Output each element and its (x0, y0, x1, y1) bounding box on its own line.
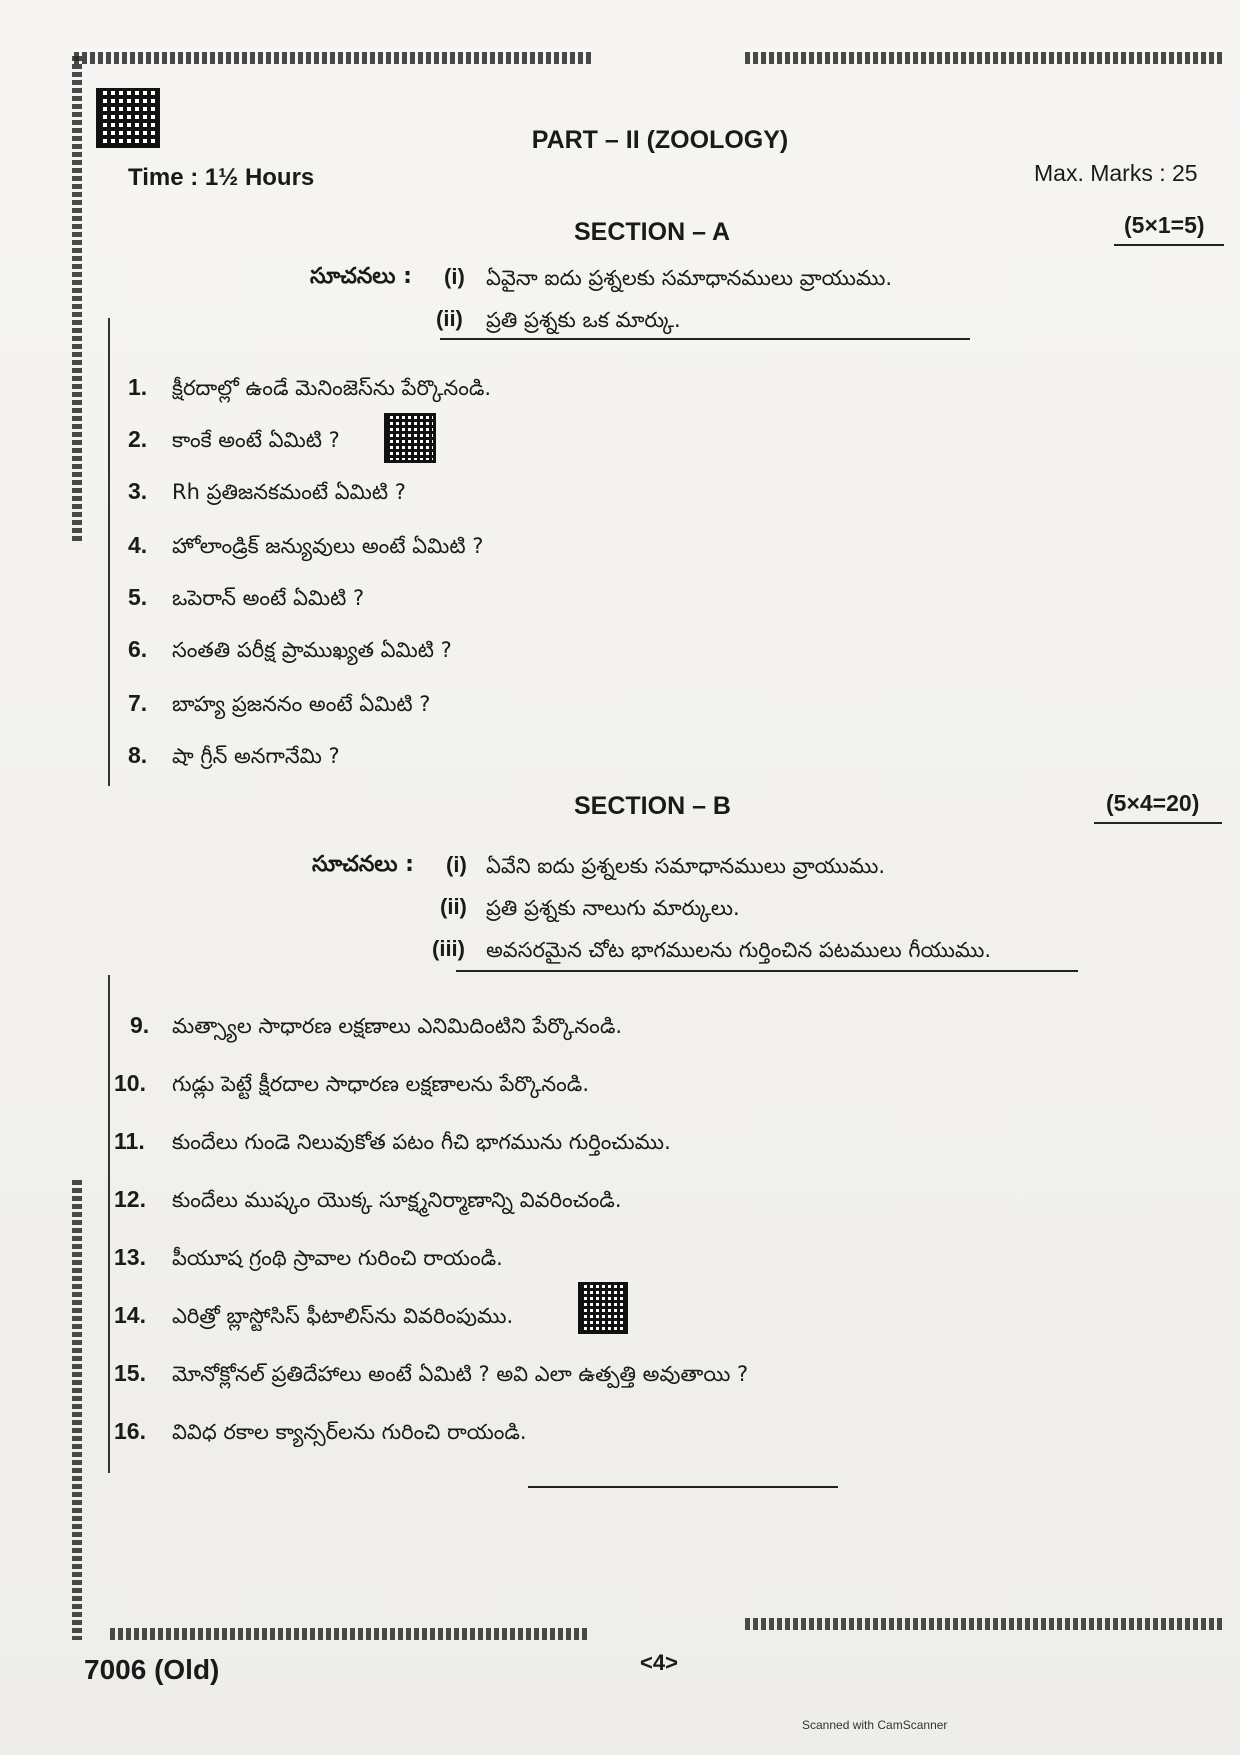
end-of-paper-rule (528, 1486, 838, 1488)
question-number: 10. (114, 1070, 146, 1096)
top-border-right (745, 52, 1223, 64)
question-number: 12. (114, 1186, 146, 1212)
question-text: బాహ్య ప్రజననం అంటే ఏమిటి ? (172, 692, 431, 716)
section-b-marks-underline (1094, 822, 1222, 824)
section-b-instruction-text: ఏవేని ఐదు ప్రశ్నలకు సమాధానములు వ్రాయుము. (486, 854, 886, 878)
bottom-border-left (110, 1628, 590, 1640)
question-number: 16. (114, 1418, 146, 1444)
section-a-marks: (5×1=5) (1124, 212, 1205, 238)
question-text: వివిధ రకాల క్యాన్సర్‌లను గురించి రాయండి. (172, 1420, 527, 1444)
page-number: <4> (640, 1650, 678, 1675)
section-b-marks: (5×4=20) (1106, 790, 1200, 816)
section-b-instruction-num: (iii) (432, 936, 465, 961)
question-number: 2. (128, 426, 148, 452)
section-a-title: SECTION – A (574, 218, 731, 246)
question-text: గుడ్లు పెట్టే క్షీరదాల సాధారణ లక్షణాలను పేర్కొనండి. (172, 1072, 590, 1096)
question-number: 7. (128, 690, 148, 716)
question-text: కుందేలు గుండె నిలువుకోత పటం గీచి భాగమును గుర్తించుము. (172, 1130, 671, 1154)
paper-code: 7006 (Old) (84, 1654, 220, 1685)
question-text: హోలాండ్రిక్ జన్యువులు అంటే ఏమిటి ? (172, 534, 484, 558)
question-number: 9. (130, 1012, 150, 1038)
section-a-instruction-text: ప్రతి ప్రశ్నకు ఒక మార్కు. (486, 308, 681, 332)
question-text: Rh ప్రతిజనకమంటే ఏమిటి ? (172, 480, 406, 504)
section-a-instructions-label: సూచనలు : (310, 264, 412, 289)
question-number: 11. (114, 1128, 145, 1154)
section-a-instructions-rule (440, 338, 970, 340)
top-border-left (74, 52, 594, 64)
question-number: 15. (114, 1360, 146, 1386)
question-number: 8. (128, 742, 148, 768)
max-marks: Max. Marks : 25 (1034, 160, 1198, 186)
left-border-lower (72, 1180, 82, 1640)
question-text: క్షీరదాల్లో ఉండే మెనింజెస్‌ను పేర్కొనండి. (172, 376, 492, 400)
qr-code-icon (384, 413, 436, 463)
section-a-instruction-num: (i) (444, 264, 465, 289)
question-text: మోనోక్లోనల్ ప్రతిదేహాలు అంటే ఏమిటి ? అవి ఎలా ఉత్పత్తి అవుతాయి ? (172, 1362, 749, 1386)
section-b-title: SECTION – B (574, 792, 731, 820)
question-text: ఎరిత్రో బ్లాస్టోసిస్ ఫీటాలిస్‌ను వివరింపుము. (172, 1304, 514, 1328)
section-b-instructions-label: సూచనలు : (312, 852, 414, 877)
scanner-watermark: Scanned with CamScanner (802, 1718, 948, 1732)
section-b-instruction-num: (i) (446, 852, 467, 877)
section-b-instruction-text: అవసరమైన చోట భాగములను గుర్తించిన పటములు గీయుము. (486, 938, 992, 962)
qr-code-icon (578, 1282, 628, 1334)
question-text: పీయూష గ్రంథి స్రావాల గురించి రాయండి. (172, 1246, 503, 1270)
section-b-instruction-num: (ii) (440, 894, 467, 919)
question-text: కుందేలు ముష్కం యొక్క సూక్ష్మనిర్మాణాన్ని వివరించండి. (172, 1188, 622, 1212)
question-number: 1. (128, 374, 148, 400)
bottom-border-right (745, 1618, 1225, 1630)
question-number: 13. (114, 1244, 146, 1270)
question-number: 3. (128, 478, 148, 504)
section-a-marks-underline (1114, 244, 1224, 246)
section-a-instruction-text: ఏవైనా ఐదు ప్రశ్నలకు సమాధానములు వ్రాయుము. (486, 266, 893, 290)
question-text: ఒపెరాన్ అంటే ఏమిటి ? (172, 586, 365, 610)
question-text: సంతతి పరీక్ష ప్రాముఖ్యత ఏమిటి ? (172, 638, 452, 662)
question-number: 4. (128, 532, 148, 558)
section-b-instructions-rule (456, 970, 1078, 972)
section-b-instruction-text: ప్రతి ప్రశ్నకు నాలుగు మార్కులు. (486, 896, 740, 920)
part-title: PART – II (ZOOLOGY) (531, 126, 789, 154)
question-text: షా గ్రీన్ అనగానేమి ? (172, 744, 340, 768)
question-text: కాంకే అంటే ఏమిటి ? (172, 428, 340, 452)
section-b-rule (108, 975, 110, 1473)
section-a-instruction-num: (ii) (436, 306, 463, 331)
question-number: 5. (128, 584, 148, 610)
time-allowed: Time : 1½ Hours (128, 164, 315, 191)
question-text: మత్స్యాల సాధారణ లక్షణాలు ఎనిమిదింటిని పేర్కొనండి. (172, 1014, 623, 1038)
section-a-rule (108, 318, 110, 786)
question-number: 6. (128, 636, 148, 662)
question-number: 14. (114, 1302, 146, 1328)
